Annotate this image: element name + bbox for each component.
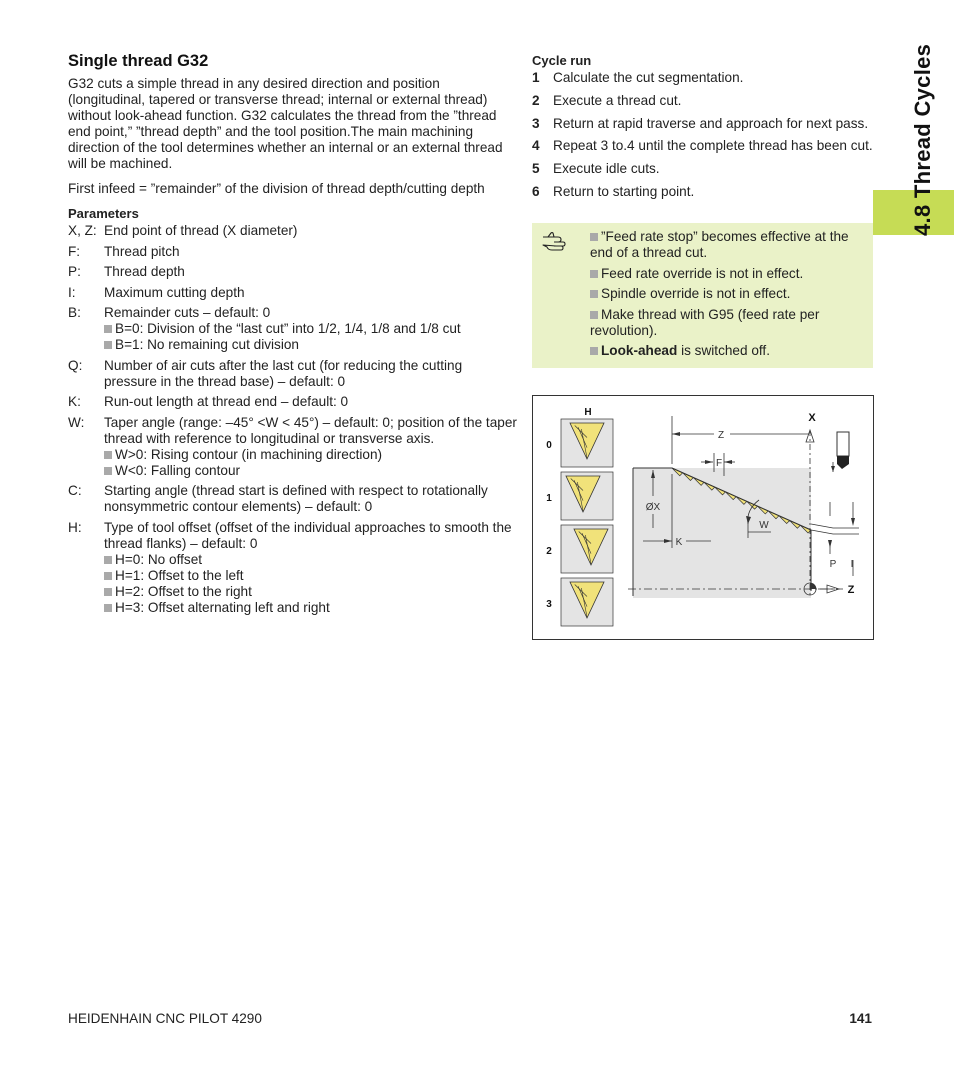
bullet-square-icon <box>590 311 598 319</box>
cycle-step <box>532 161 877 177</box>
offset-number-label: 2 <box>546 546 552 557</box>
offset-sample <box>546 525 613 573</box>
footer-product: HEIDENHAIN CNC PILOT 4290 <box>68 1011 262 1026</box>
cycle-step <box>532 184 877 200</box>
parameter-bullet-text: H=2: Offset to the right <box>115 583 252 599</box>
parameter-key: K: <box>68 394 81 409</box>
note-box <box>532 223 873 368</box>
runout-path-2 <box>811 530 859 534</box>
cycle-step <box>532 70 877 86</box>
thread-diagram <box>628 412 859 598</box>
offset-number-label: 1 <box>546 493 552 504</box>
parameter-text: Starting angle (thread start is defined with respect to rotationally nonsymmetric contour elements) – default: 0 <box>104 483 488 514</box>
note-item-text: Make thread with G95 (feed rate per revolution). <box>590 306 820 338</box>
p-arrow <box>828 540 832 548</box>
first-infeed-paragraph: First infeed = ”remainder” of the division of thread depth/cutting depth <box>68 181 485 196</box>
parameter-key: B: <box>68 305 81 320</box>
i-arrow <box>851 518 855 526</box>
parameter-key: Q: <box>68 357 83 373</box>
pointing-hand-icon <box>542 231 572 251</box>
parameter-bullet <box>104 552 518 568</box>
cycle-step <box>532 93 877 109</box>
parameter-key: P: <box>68 264 81 279</box>
parameter-description <box>104 520 518 616</box>
note-item <box>590 229 862 261</box>
note-item-text: Feed rate override is not in effect. <box>601 265 804 281</box>
parameter-bullet <box>104 463 518 479</box>
parameter-key: W: <box>68 414 85 430</box>
cycle-step-text: Repeat 3 to.4 until the complete thread has been cut. <box>553 138 873 154</box>
parameter-bullet-text: W>0: Rising contour (in machining direction) <box>115 446 383 462</box>
i-dimension-label: I <box>850 559 854 570</box>
parameter-key: X, Z: <box>68 223 97 238</box>
note-item <box>590 266 862 282</box>
parameter-row <box>68 223 518 239</box>
offset-samples <box>546 407 613 626</box>
parameter-text: Type of tool offset (offset of the individual approaches to smooth the thread flanks) – default: 0 <box>104 519 512 551</box>
parameter-row <box>68 358 518 390</box>
bullet-square-icon <box>104 588 112 596</box>
parameter-bullet <box>104 568 518 584</box>
parameter-description <box>104 483 518 515</box>
bullet-square-icon <box>590 290 598 298</box>
note-item <box>590 343 862 359</box>
bullet-square-icon <box>104 572 112 580</box>
cycle-step-number: 2 <box>532 92 540 108</box>
page-number: 141 <box>849 1011 872 1026</box>
runout-path <box>811 524 859 528</box>
parameter-row <box>68 483 518 515</box>
cycle-step <box>532 138 877 154</box>
parameter-row <box>68 244 518 260</box>
parameter-row <box>68 264 518 280</box>
bullet-square-icon <box>104 556 112 564</box>
parameter-description <box>104 285 518 301</box>
bullet-square-icon <box>104 325 112 333</box>
bullet-square-icon <box>104 604 112 612</box>
parameter-key: H: <box>68 519 82 535</box>
parameter-description <box>104 305 518 353</box>
parameter-text: Taper angle (range: –45° <W < 45°) – default: 0; position of the taper thread with reference to longitudinal or transverse axis. <box>104 414 517 446</box>
cycle-step-number: 4 <box>532 138 540 154</box>
parameter-row <box>68 415 518 479</box>
parameter-bullet <box>104 321 518 337</box>
dx-dimension-label: ØX <box>645 502 661 513</box>
parameter-key: C: <box>68 483 82 498</box>
k-dimension-label: K <box>675 537 683 548</box>
cycle-steps-list <box>532 70 877 200</box>
turning-tool-icon <box>831 432 849 472</box>
bullet-square-icon <box>104 451 112 459</box>
parameters-heading: Parameters <box>68 206 139 221</box>
cycle-step-text: Execute idle cuts. <box>553 161 660 177</box>
bullet-square-icon <box>590 347 598 355</box>
cycle-step <box>532 116 877 132</box>
cycle-step-text: Return at rapid traverse and approach for next pass. <box>553 115 869 131</box>
note-item-bold: Look-ahead <box>601 343 678 358</box>
parameter-bullet-text: B=0: Division of the “last cut” into 1/2, 1/4, 1/8 and 1/8 cut <box>115 321 461 336</box>
parameter-row <box>68 285 518 301</box>
parameter-text: Thread depth <box>104 264 185 279</box>
note-item <box>590 307 862 339</box>
parameter-key: I: <box>68 284 76 300</box>
offset-sample <box>546 419 613 467</box>
cycle-step-number: 6 <box>532 183 540 199</box>
parameter-text: Maximum cutting depth <box>104 284 245 300</box>
parameter-description <box>104 415 518 479</box>
parameter-description <box>104 244 518 260</box>
parameter-bullet-text: H=0: No offset <box>115 551 203 567</box>
workpiece-area <box>633 468 811 598</box>
z-dimension-arrow <box>672 432 680 436</box>
parameter-description <box>104 223 518 239</box>
parameter-description <box>104 358 518 390</box>
cycle-step-number: 5 <box>532 161 540 177</box>
cycle-run-heading: Cycle run <box>532 53 592 68</box>
parameter-text: Thread pitch <box>104 243 180 259</box>
parameter-text: Run-out length at thread end – default: 0 <box>104 394 349 409</box>
parameter-bullet <box>104 600 518 616</box>
f-arrow-left <box>705 460 713 464</box>
parameters-list <box>68 223 518 616</box>
section-heading: Single thread G32 <box>68 52 209 70</box>
p-dimension-label: P <box>829 559 837 570</box>
offset-number-label: 3 <box>546 599 552 610</box>
parameter-text: End point of thread (X diameter) <box>104 223 298 238</box>
right-column <box>532 53 877 207</box>
offset-h-label: H <box>584 407 592 418</box>
note-item <box>590 286 862 302</box>
parameter-row <box>68 520 518 616</box>
cycle-step-number: 3 <box>532 115 540 131</box>
note-item-text: is switched off. <box>677 343 770 358</box>
cycle-step-text: Calculate the cut segmentation. <box>553 70 744 85</box>
parameter-bullet <box>104 337 518 353</box>
parameter-description <box>104 264 518 280</box>
cycle-step-number: 1 <box>532 70 540 85</box>
left-column <box>68 53 518 620</box>
f-arrow-right <box>724 460 732 464</box>
f-dimension-label: F <box>715 458 723 469</box>
bullet-square-icon <box>104 467 112 475</box>
bullet-square-icon <box>590 233 598 241</box>
intro-paragraph: G32 cuts a simple thread in any desired direction and position (longitudinal, tapered or transverse thread; internal or external thread) without look-ahead function. G32 calculates the thread from the ”thread end point,” ”thread depth” and the tool position.The main machining direction of the tool determines whether an internal or an external thread will be machined. <box>68 76 503 171</box>
parameter-key: F: <box>68 243 81 259</box>
parameter-text: Remainder cuts – default: 0 <box>104 305 271 320</box>
thread-figure <box>532 395 874 640</box>
parameter-bullet-text: B=1: No remaining cut division <box>115 337 299 352</box>
parameter-bullet-text: H=1: Offset to the left <box>115 567 244 583</box>
parameter-text: Number of air cuts after the last cut (for reducing the cutting pressure in the thread base) – default: 0 <box>104 357 463 389</box>
note-item-text: Spindle override is not in effect. <box>601 286 791 301</box>
bullet-square-icon <box>104 341 112 349</box>
z-dimension-label: Z <box>717 430 725 441</box>
parameter-bullet <box>104 447 518 463</box>
cycle-step-text: Return to starting point. <box>553 183 695 199</box>
parameter-bullet-text: H=3: Offset alternating left and right <box>115 599 330 615</box>
note-item-text: ”Feed rate stop” becomes effective at the end of a thread cut. <box>590 229 849 260</box>
note-list <box>590 229 862 364</box>
parameter-row <box>68 305 518 353</box>
parameter-row <box>68 394 518 410</box>
offset-sample <box>546 472 613 520</box>
x-axis-label: X <box>808 412 816 424</box>
parameter-description <box>104 394 518 410</box>
offset-sample <box>546 578 613 626</box>
w-dimension-label: W <box>759 520 769 531</box>
parameter-bullet-text: W<0: Falling contour <box>115 462 241 478</box>
origin-marker-fill <box>810 583 816 589</box>
z-axis-label: Z <box>847 584 855 596</box>
bullet-square-icon <box>590 270 598 278</box>
cycle-step-text: Execute a thread cut. <box>553 92 682 108</box>
parameter-bullet <box>104 584 518 600</box>
offset-number-label: 0 <box>546 440 552 451</box>
